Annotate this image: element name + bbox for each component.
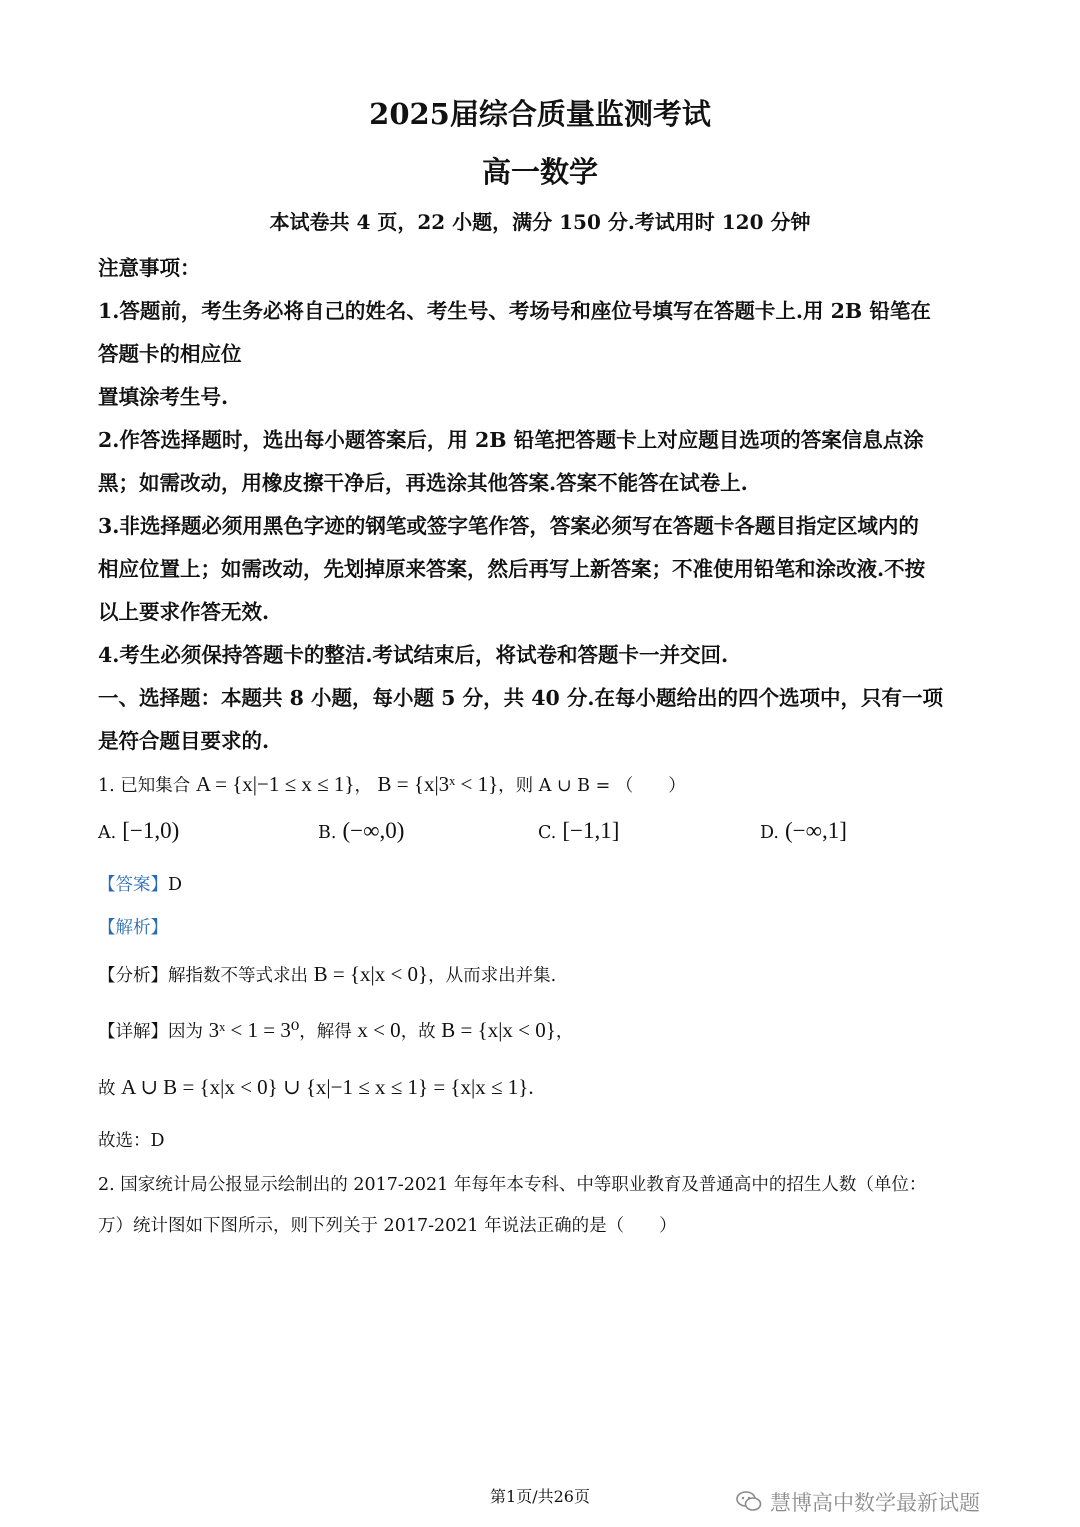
exam-subject: 高一数学 xyxy=(481,155,598,189)
detail-text-2: ，解得 xyxy=(299,1022,352,1042)
option-b-value: (−∞,0) xyxy=(342,818,405,843)
question-2-line-2: 万）统计图如下图所示，则下列关于 2017-2021 年说法正确的是（ ） xyxy=(98,1216,677,1236)
note-1-line-3: 置填涂考生号. xyxy=(98,385,229,409)
fenxi-line xyxy=(98,962,556,987)
option-c[interactable] xyxy=(538,818,619,844)
union-prefix: 故 xyxy=(98,1079,116,1099)
analysis-tag: 【解析】 xyxy=(98,918,168,938)
set-b-formula: B = {x|3ˣ < 1} xyxy=(377,772,499,796)
section-1-line-2: 是符合题目要求的. xyxy=(98,729,270,753)
note-2-line-2: 黑；如需改动，用橡皮擦干净后，再选涂其他答案.答案不能答在试卷上. xyxy=(98,471,748,495)
set-a-formula: A = {x|−1 ≤ x ≤ 1} xyxy=(195,772,355,796)
fenxi-text-2: ，从而求出并集. xyxy=(428,966,557,986)
choose-line: 故选：D xyxy=(98,1131,165,1151)
watermark xyxy=(730,1410,1075,1525)
fenxi-formula: B = {x|x < 0} xyxy=(313,962,429,986)
option-b[interactable] xyxy=(318,818,404,844)
detail-formula-2: x < 0 xyxy=(357,1018,401,1042)
option-d-label: D. xyxy=(760,823,779,843)
question-1 xyxy=(98,772,686,797)
detail-text-1: 因为 xyxy=(168,1022,203,1042)
fenxi-tag: 【分析】 xyxy=(98,966,168,986)
detail-text-3: ，故 xyxy=(400,1022,436,1042)
answer-tag: 【答案】 xyxy=(98,875,168,895)
detail-text-4: ， xyxy=(555,1022,574,1042)
fenxi-text-1: 解指数不等式求出 xyxy=(168,966,308,986)
option-a-label: A. xyxy=(98,823,117,843)
detail-line xyxy=(98,1018,573,1043)
note-3-line-3: 以上要求作答无效. xyxy=(98,600,270,624)
exam-title: 2025届综合质量监测考试 xyxy=(369,97,711,131)
question-2-line-1: 2. 国家统计局公报显示绘制出的 2017-2021 年每年本专科、中等职业教育及普通高中的招生人数（单位： xyxy=(98,1175,927,1195)
notes-heading: 注意事项： xyxy=(98,256,201,280)
section-1-line-1: 一、选择题：本题共 8 小题，每小题 5 分，共 40 分.在每小题给出的四个选项中，只有一项 xyxy=(98,686,944,710)
option-d-value: (−∞,1] xyxy=(784,818,847,843)
note-3-line-2: 相应位置上；如需改动，先划掉原来答案，然后再写上新答案；不准使用铅笔和涂改液.不按 xyxy=(98,557,926,581)
question-1-comma: ， xyxy=(354,776,372,796)
note-2-line-1: 2.作答选择题时，选出每小题答案后，用 2B 铅笔把答题卡上对应题目选项的答案信息点涂 xyxy=(98,428,924,452)
page-footer: 第1页/共26页 xyxy=(490,1487,590,1506)
union-line xyxy=(98,1075,534,1100)
detail-tag: 【详解】 xyxy=(98,1022,168,1042)
option-a-value: [−1,0) xyxy=(122,818,180,843)
option-c-label: C. xyxy=(538,823,557,843)
option-b-label: B. xyxy=(318,823,337,843)
answer-value: D xyxy=(168,875,183,895)
note-4: 4.考生必须保持答题卡的整洁.考试结束后，将试卷和答题卡一并交回. xyxy=(98,643,729,667)
note-1-line-2: 答题卡的相应位 xyxy=(98,342,242,366)
watermark-text: 慧博高中数学最新试题 xyxy=(770,1491,980,1515)
note-3-line-1: 3.非选择题必须用黑色字迹的钢笔或签字笔作答，答案必须写在答题卡各题目指定区域内的 xyxy=(98,514,919,538)
option-c-value: [−1,1] xyxy=(562,818,620,843)
exam-info: 本试卷共 4 页，22 小题，满分 150 分.考试用时 120 分钟 xyxy=(269,210,811,234)
detail-formula-3: B = {x|x < 0} xyxy=(441,1018,556,1042)
option-a[interactable] xyxy=(98,818,179,844)
answer-line xyxy=(98,871,182,896)
detail-formula-1: 3ˣ < 1 = 3⁰ xyxy=(208,1018,300,1042)
question-1-ask: ，则 A ∪ B = （ ） xyxy=(498,776,686,796)
note-1-line-1: 1.答题前，考生务必将自己的姓名、考生号、考场号和座位号填写在答题卡上.用 2B 铅笔在 xyxy=(98,299,931,323)
question-1-prefix: 1. 已知集合 xyxy=(98,776,191,796)
notes-section xyxy=(98,247,988,763)
union-formula: A ∪ B = {x|x < 0} ∪ {x|−1 ≤ x ≤ 1} = {x|x ≤ 1}. xyxy=(121,1075,534,1099)
option-d[interactable] xyxy=(760,818,847,844)
